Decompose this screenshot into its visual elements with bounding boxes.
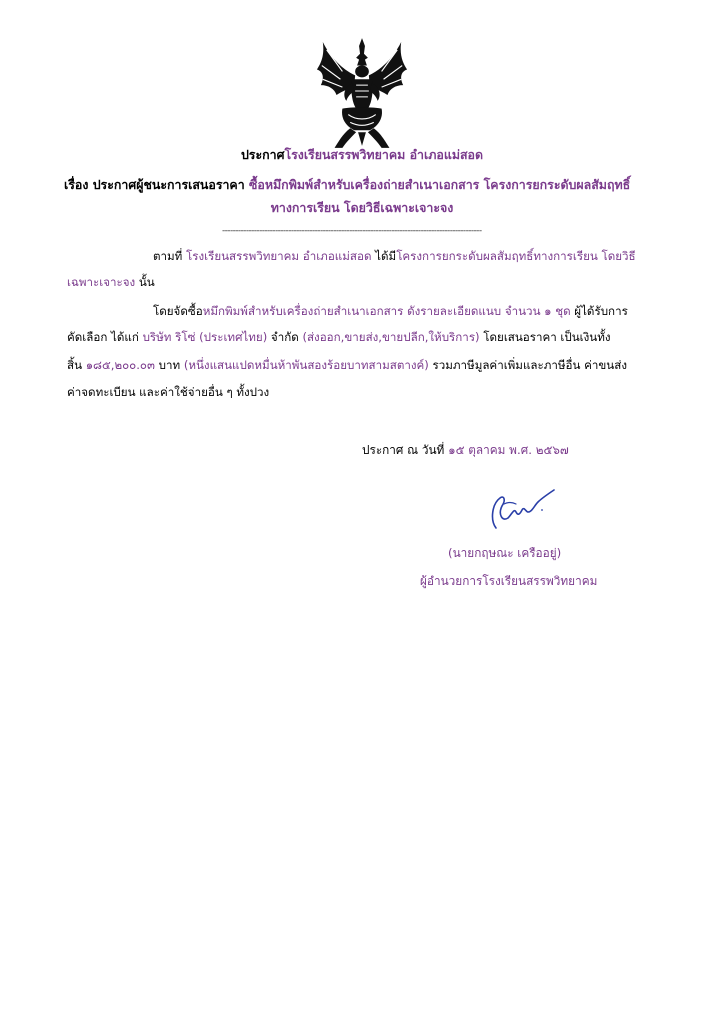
text: โดยเสนอราคา เป็นเงินทั้ง xyxy=(479,330,611,344)
bid-amount: ๑๘๕,๒๐๐.๐๓ xyxy=(85,358,155,372)
text: จำกัด xyxy=(267,330,303,344)
announcement-date xyxy=(362,441,569,460)
header-divider: -------------------------------------------------------------------------------------------------- xyxy=(222,226,482,236)
date-value: ๑๕ ตุลาคม พ.ศ. ๒๕๖๗ xyxy=(448,443,569,457)
paragraph-2-line-2 xyxy=(67,329,611,347)
announcement-subject-line-1 xyxy=(50,176,704,195)
subject-prefix: เรื่อง ประกาศผู้ชนะการเสนอราคา xyxy=(64,177,249,192)
vendor-name: บริษัท ริโซ่ (ประเทศไทย) xyxy=(142,330,268,344)
text: ตามที่ xyxy=(153,249,187,263)
announcement-subject-line-2 xyxy=(0,199,724,218)
vendor-type: (ส่งออก,ขายส่ง,ขายปลีก,ให้บริการ) xyxy=(302,330,480,344)
organization-name: โรงเรียนสรรพวิทยาคม อำเภอแม่สอด xyxy=(186,249,372,263)
paragraph-1-line-1 xyxy=(153,248,636,266)
subject-text-continued: ทางการเรียน โดยวิธีเฉพาะเจาะจง xyxy=(270,200,454,215)
text: สิ้น xyxy=(67,358,86,372)
text: รวมภาษีมูลค่าเพิ่มและภาษีอื่น ค่าขนส่ง xyxy=(428,358,627,372)
text: คัดเลือก ได้แก่ xyxy=(67,330,143,344)
procurement-method: เฉพาะเจาะจง xyxy=(67,275,136,289)
text: บาท xyxy=(154,358,184,372)
heading-prefix: ประกาศ xyxy=(240,147,285,162)
paragraph-1-line-2 xyxy=(67,274,155,292)
text: ผู้ได้รับการ xyxy=(570,304,628,318)
paragraph-2-line-3 xyxy=(67,357,627,375)
paragraph-2-line-4 xyxy=(67,384,269,402)
signer-name: (นายกฤษณะ เครืออยู่) xyxy=(448,546,562,560)
handwritten-signature-icon xyxy=(482,484,558,532)
garuda-emblem-icon xyxy=(313,36,411,150)
paragraph-2-line-1 xyxy=(153,303,628,321)
heading-organization: โรงเรียนสรรพวิทยาคม อำเภอแม่สอด xyxy=(284,147,484,162)
date-prefix: ประกาศ ณ วันที่ xyxy=(362,443,449,457)
subject-text: ซื้อหมึกพิมพ์สำหรับเครื่องถ่ายสำเนาเอกสาร โครงการยกระดับผลสัมฤทธิ์ xyxy=(249,177,631,192)
text: ได้มี xyxy=(371,249,397,263)
signer-title: ผู้อำนวยการโรงเรียนสรรพวิทยาคม xyxy=(420,574,598,588)
bid-amount-in-words: (หนึ่งแสนแปดหมื่นห้าพันสองร้อยบาทสามสตางค์) xyxy=(183,358,429,372)
text: ค่าจดทะเบียน และค่าใช้จ่ายอื่น ๆ ทั้งปวง xyxy=(67,385,270,399)
text: โดยจัดซื้อ xyxy=(153,304,203,318)
text: นั้น xyxy=(135,275,155,289)
announcement-heading xyxy=(0,146,724,165)
project-name: โครงการยกระดับผลสัมฤทธิ์ทางการเรียน โดยวิธี xyxy=(396,249,636,263)
purchase-item: หมึกพิมพ์สำหรับเครื่องถ่ายสำเนาเอกสาร ดังรายละเอียดแนบ จำนวน ๑ ชุด xyxy=(202,304,571,318)
